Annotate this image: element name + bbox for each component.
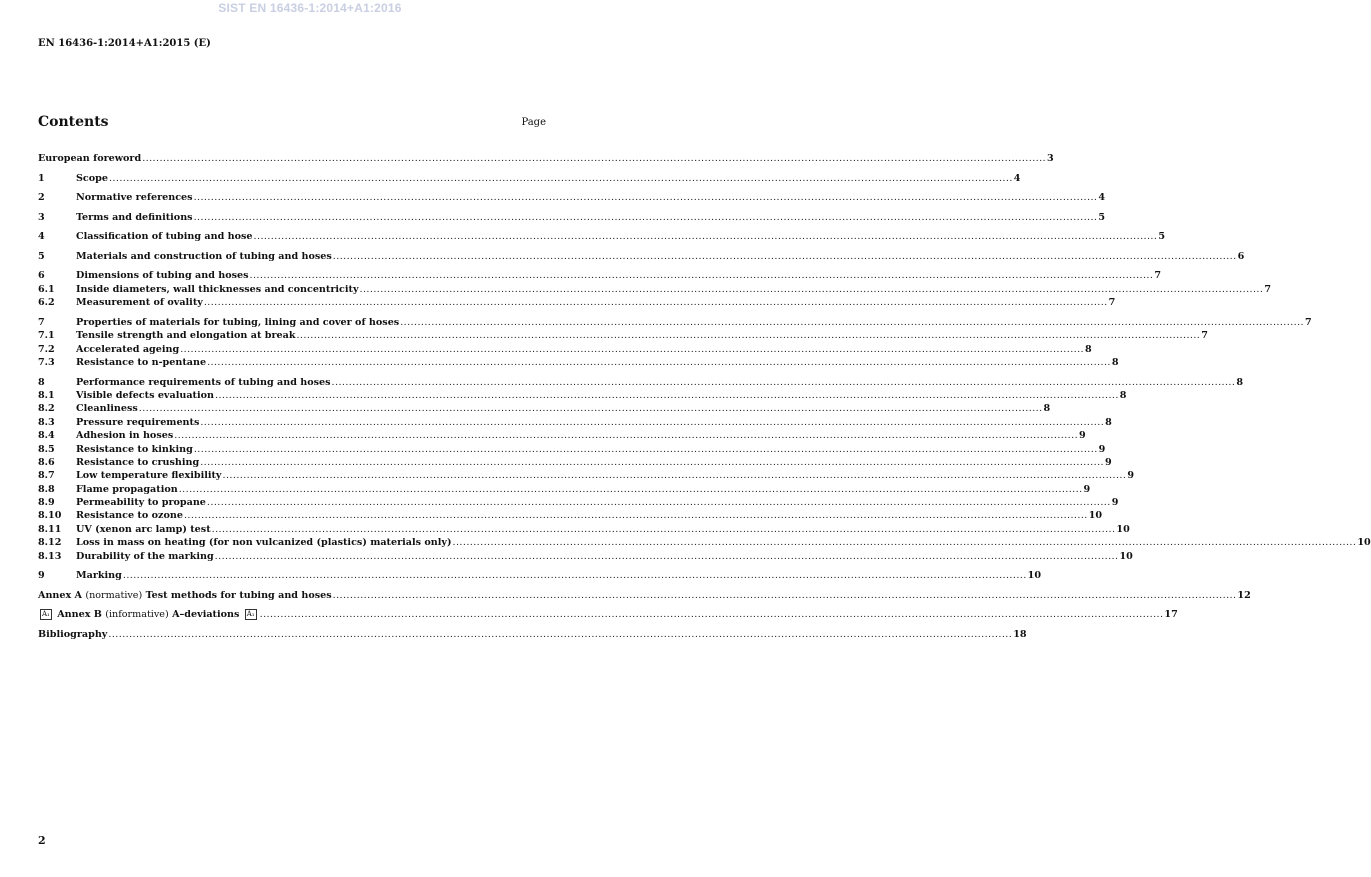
toc-entry-number: 8.9 <box>38 497 55 509</box>
toc-entry-number: 9 <box>38 570 45 582</box>
toc-entry[interactable] <box>38 230 1166 243</box>
toc-entry-number: 8.4 <box>38 430 55 442</box>
toc-entry-number: 8.1 <box>38 389 55 401</box>
toc-page-number: 12 <box>1237 589 1251 601</box>
toc-entry-number: 8.8 <box>38 483 55 495</box>
toc-entry-title: Pressure requirements <box>76 416 200 428</box>
toc-page-number: 7 <box>1264 283 1272 295</box>
toc-page-number: 18 <box>1013 628 1027 640</box>
annex-b-title: A–deviations <box>172 609 240 621</box>
dot-leader <box>453 536 1357 549</box>
toc-page-number: 8 <box>1105 416 1112 428</box>
toc-page-number: 10 <box>1116 523 1130 535</box>
toc-entry-number: 8.6 <box>38 456 55 468</box>
toc-entry-title: Adhesion in hoses <box>76 430 174 442</box>
toc-page-number: 10 <box>1119 550 1133 562</box>
dot-leader <box>360 283 1264 296</box>
toc-entry-title: Resistance to crushing <box>76 456 200 468</box>
toc-entry-title: Resistance to n-pentane <box>76 357 207 368</box>
toc-page-number: 17 <box>1164 609 1178 621</box>
toc-entry-title: Bibliography <box>38 628 108 640</box>
document-identifier: EN 16436-1:2014+A1:2015 (E) <box>38 38 211 49</box>
toc-entry[interactable] <box>38 443 1106 456</box>
toc-entry-title: Loss in mass on heating (for non vulcanized (plastics) materials only) <box>76 537 452 549</box>
toc-entry[interactable] <box>38 509 1103 522</box>
toc-entry-number: 2 <box>38 192 45 204</box>
toc-entry-title: Tensile strength and elongation at break <box>76 330 296 342</box>
toc-page-number: 7 <box>1201 330 1208 342</box>
toc-entry[interactable] <box>38 269 1162 282</box>
toc-entry-title: Properties of materials for tubing, lining and cover of hoses <box>76 316 400 328</box>
toc-entry[interactable] <box>38 456 1112 469</box>
toc-page-number: 10 <box>1027 570 1042 582</box>
toc-entry[interactable] <box>38 356 1119 369</box>
toc-entry-number: 7.2 <box>38 343 55 355</box>
toc-entry[interactable] <box>38 191 1106 204</box>
toc-entry-title: Resistance to ozone <box>76 510 183 522</box>
dot-leader <box>332 376 1236 389</box>
dot-leader <box>250 269 1154 282</box>
toc-entry-number: 8.12 <box>38 537 62 549</box>
toc-entry-title: Performance requirements of tubing and hoses <box>76 376 331 388</box>
page-column-heading: Page <box>521 117 546 128</box>
dot-leader <box>207 356 1111 369</box>
toc-page-number: 8 <box>1111 357 1119 368</box>
toc-entry[interactable] <box>38 389 1127 402</box>
toc-entry[interactable] <box>38 536 1371 549</box>
toc-entry[interactable] <box>38 283 1272 296</box>
toc-entry[interactable] <box>38 550 1133 563</box>
toc-entry-number: 3 <box>38 211 45 223</box>
toc-page-number: 9 <box>1111 497 1119 509</box>
toc-entry-title: Normative references <box>76 192 193 204</box>
toc-page-number: 8 <box>1085 343 1092 355</box>
toc-entry-title: Durability of the marking <box>76 550 214 562</box>
dot-leader <box>142 152 1046 165</box>
dot-leader <box>109 172 1013 185</box>
toc-entry-annex-b[interactable] <box>38 608 1178 621</box>
toc-entry[interactable] <box>38 296 1116 309</box>
dot-leader <box>204 296 1108 309</box>
toc-entry-title: Low temperature flexibility <box>76 470 222 482</box>
dot-leader <box>184 509 1088 522</box>
toc-page-number: 8 <box>1119 389 1127 401</box>
toc-entry-title: Materials and construction of tubing and hoses <box>76 250 332 262</box>
annex-a-type: (normative) <box>85 589 143 601</box>
dot-leader <box>333 589 1237 602</box>
toc-entry-number: 4 <box>38 231 45 243</box>
toc-entry-title: Permeability to propane <box>76 497 206 509</box>
dot-leader <box>207 496 1111 509</box>
toc-entry-title: European foreword <box>38 153 142 164</box>
toc-entry[interactable] <box>38 416 1112 429</box>
toc-entry-number: 6.1 <box>38 283 55 295</box>
toc-page-number: 6 <box>1237 250 1245 262</box>
dot-leader <box>215 389 1119 402</box>
toc-entry[interactable] <box>38 172 1021 185</box>
toc-entry-number: 8.2 <box>38 403 55 415</box>
toc-page-number: 4 <box>1013 172 1021 184</box>
toc-entry-title: Scope <box>76 172 108 184</box>
toc-page-number: 8 <box>1236 376 1244 388</box>
annex-a-label: Annex A <box>38 589 83 601</box>
toc-entry-title: Terms and definitions <box>76 211 193 223</box>
dot-leader <box>174 429 1078 442</box>
toc-entry-number: 1 <box>38 172 45 184</box>
toc-page-number: 9 <box>1104 456 1112 468</box>
toc-entry[interactable] <box>38 469 1134 482</box>
toc-page-number: 10 <box>1088 510 1103 522</box>
toc-entry[interactable] <box>38 152 1054 165</box>
toc-entry[interactable] <box>38 483 1091 496</box>
toc-page-number: 3 <box>1047 153 1054 164</box>
toc-entry[interactable] <box>38 329 1208 342</box>
toc-page-number: 7 <box>1108 297 1116 309</box>
toc-entry-title: UV (xenon arc lamp) test <box>76 523 211 535</box>
toc-entry-number: 8 <box>38 376 45 388</box>
dot-leader <box>260 608 1164 621</box>
dot-leader <box>123 569 1027 582</box>
toc-entry-number: 7.3 <box>38 357 55 368</box>
toc-page-number: 10 <box>1357 537 1371 549</box>
table-of-contents <box>38 152 1371 641</box>
dot-leader <box>194 191 1098 204</box>
toc-entry[interactable] <box>38 211 1106 224</box>
dot-leader <box>212 523 1116 536</box>
toc-entry-number: 8.13 <box>38 550 62 562</box>
toc-entry[interactable] <box>38 343 1092 356</box>
toc-entry[interactable] <box>38 496 1119 509</box>
toc-page-number: 8 <box>1043 403 1051 415</box>
annex-b-type: (informative) <box>105 609 169 621</box>
toc-entry-title: Inside diameters, wall thicknesses and concentricity <box>76 283 359 295</box>
toc-entry[interactable] <box>38 376 1244 389</box>
toc-entry-number: 8.11 <box>38 523 62 535</box>
dot-leader <box>333 250 1237 263</box>
annex-b-label: Annex B <box>57 609 102 621</box>
toc-entry[interactable] <box>38 429 1086 442</box>
toc-entry[interactable] <box>38 523 1130 536</box>
toc-entry-title: Measurement of ovality <box>76 297 203 309</box>
toc-entry[interactable] <box>38 569 1042 582</box>
toc-entry-title: Classification of tubing and hose <box>76 231 253 243</box>
dot-leader <box>215 550 1119 563</box>
toc-entry-number: 8.7 <box>38 470 55 482</box>
page-number: 2 <box>38 834 46 847</box>
dot-leader <box>194 443 1098 456</box>
toc-entry-number: 6.2 <box>38 297 55 309</box>
toc-page-number: 9 <box>1127 470 1134 482</box>
dot-leader <box>108 628 1012 641</box>
toc-page-number: 9 <box>1098 443 1106 455</box>
toc-page-number: 9 <box>1079 430 1086 442</box>
dot-leader <box>200 456 1104 469</box>
toc-entry[interactable] <box>38 316 1312 329</box>
dot-leader <box>179 483 1083 496</box>
toc-entry-number: 6 <box>38 270 45 282</box>
toc-entry-title: Visible defects evaluation <box>76 389 214 401</box>
dot-leader <box>223 469 1127 482</box>
watermark: SIST EN 16436-1:2014+A1:2016 <box>218 1 402 15</box>
toc-entry-title: Flame propagation <box>76 483 178 495</box>
toc-entry-number: 8.5 <box>38 443 55 455</box>
dot-leader <box>139 402 1043 415</box>
toc-entry-number: 7 <box>38 316 45 328</box>
toc-entry-annex-a[interactable] <box>38 589 1251 602</box>
toc-entry[interactable] <box>38 250 1245 263</box>
dot-leader <box>296 329 1200 342</box>
dot-leader <box>200 416 1104 429</box>
toc-entry-title: Cleanliness <box>76 403 138 415</box>
toc-page-number: 7 <box>1305 316 1312 328</box>
dot-leader <box>180 343 1084 356</box>
toc-page-number: 7 <box>1154 270 1162 282</box>
annex-a-title: Test methods for tubing and hoses <box>145 589 332 601</box>
dot-leader <box>194 211 1098 224</box>
toc-entry-bibliography[interactable] <box>38 628 1027 641</box>
toc-entry-title: Resistance to kinking <box>76 443 193 455</box>
toc-entry-title: Accelerated ageing <box>76 343 180 355</box>
dot-leader <box>400 316 1304 329</box>
toc-page-number: 4 <box>1098 192 1106 204</box>
toc-page-number: 9 <box>1083 483 1091 495</box>
toc-entry-number: 8.3 <box>38 416 55 428</box>
contents-heading: Contents <box>38 114 109 130</box>
toc-entry-number: 5 <box>38 250 45 262</box>
dot-leader <box>254 230 1158 243</box>
toc-entry[interactable] <box>38 402 1051 415</box>
toc-entry-number: 7.1 <box>38 330 55 342</box>
toc-entry-title: Dimensions of tubing and hoses <box>76 270 249 282</box>
toc-entry-number: 8.10 <box>38 510 62 522</box>
toc-entry-title: Marking <box>76 570 122 582</box>
toc-page-number: 5 <box>1158 231 1166 243</box>
amendment-end-marker-icon: A₁ <box>246 610 255 619</box>
amendment-start-marker-icon: A₁ <box>42 610 50 619</box>
toc-page-number: 5 <box>1098 211 1106 223</box>
